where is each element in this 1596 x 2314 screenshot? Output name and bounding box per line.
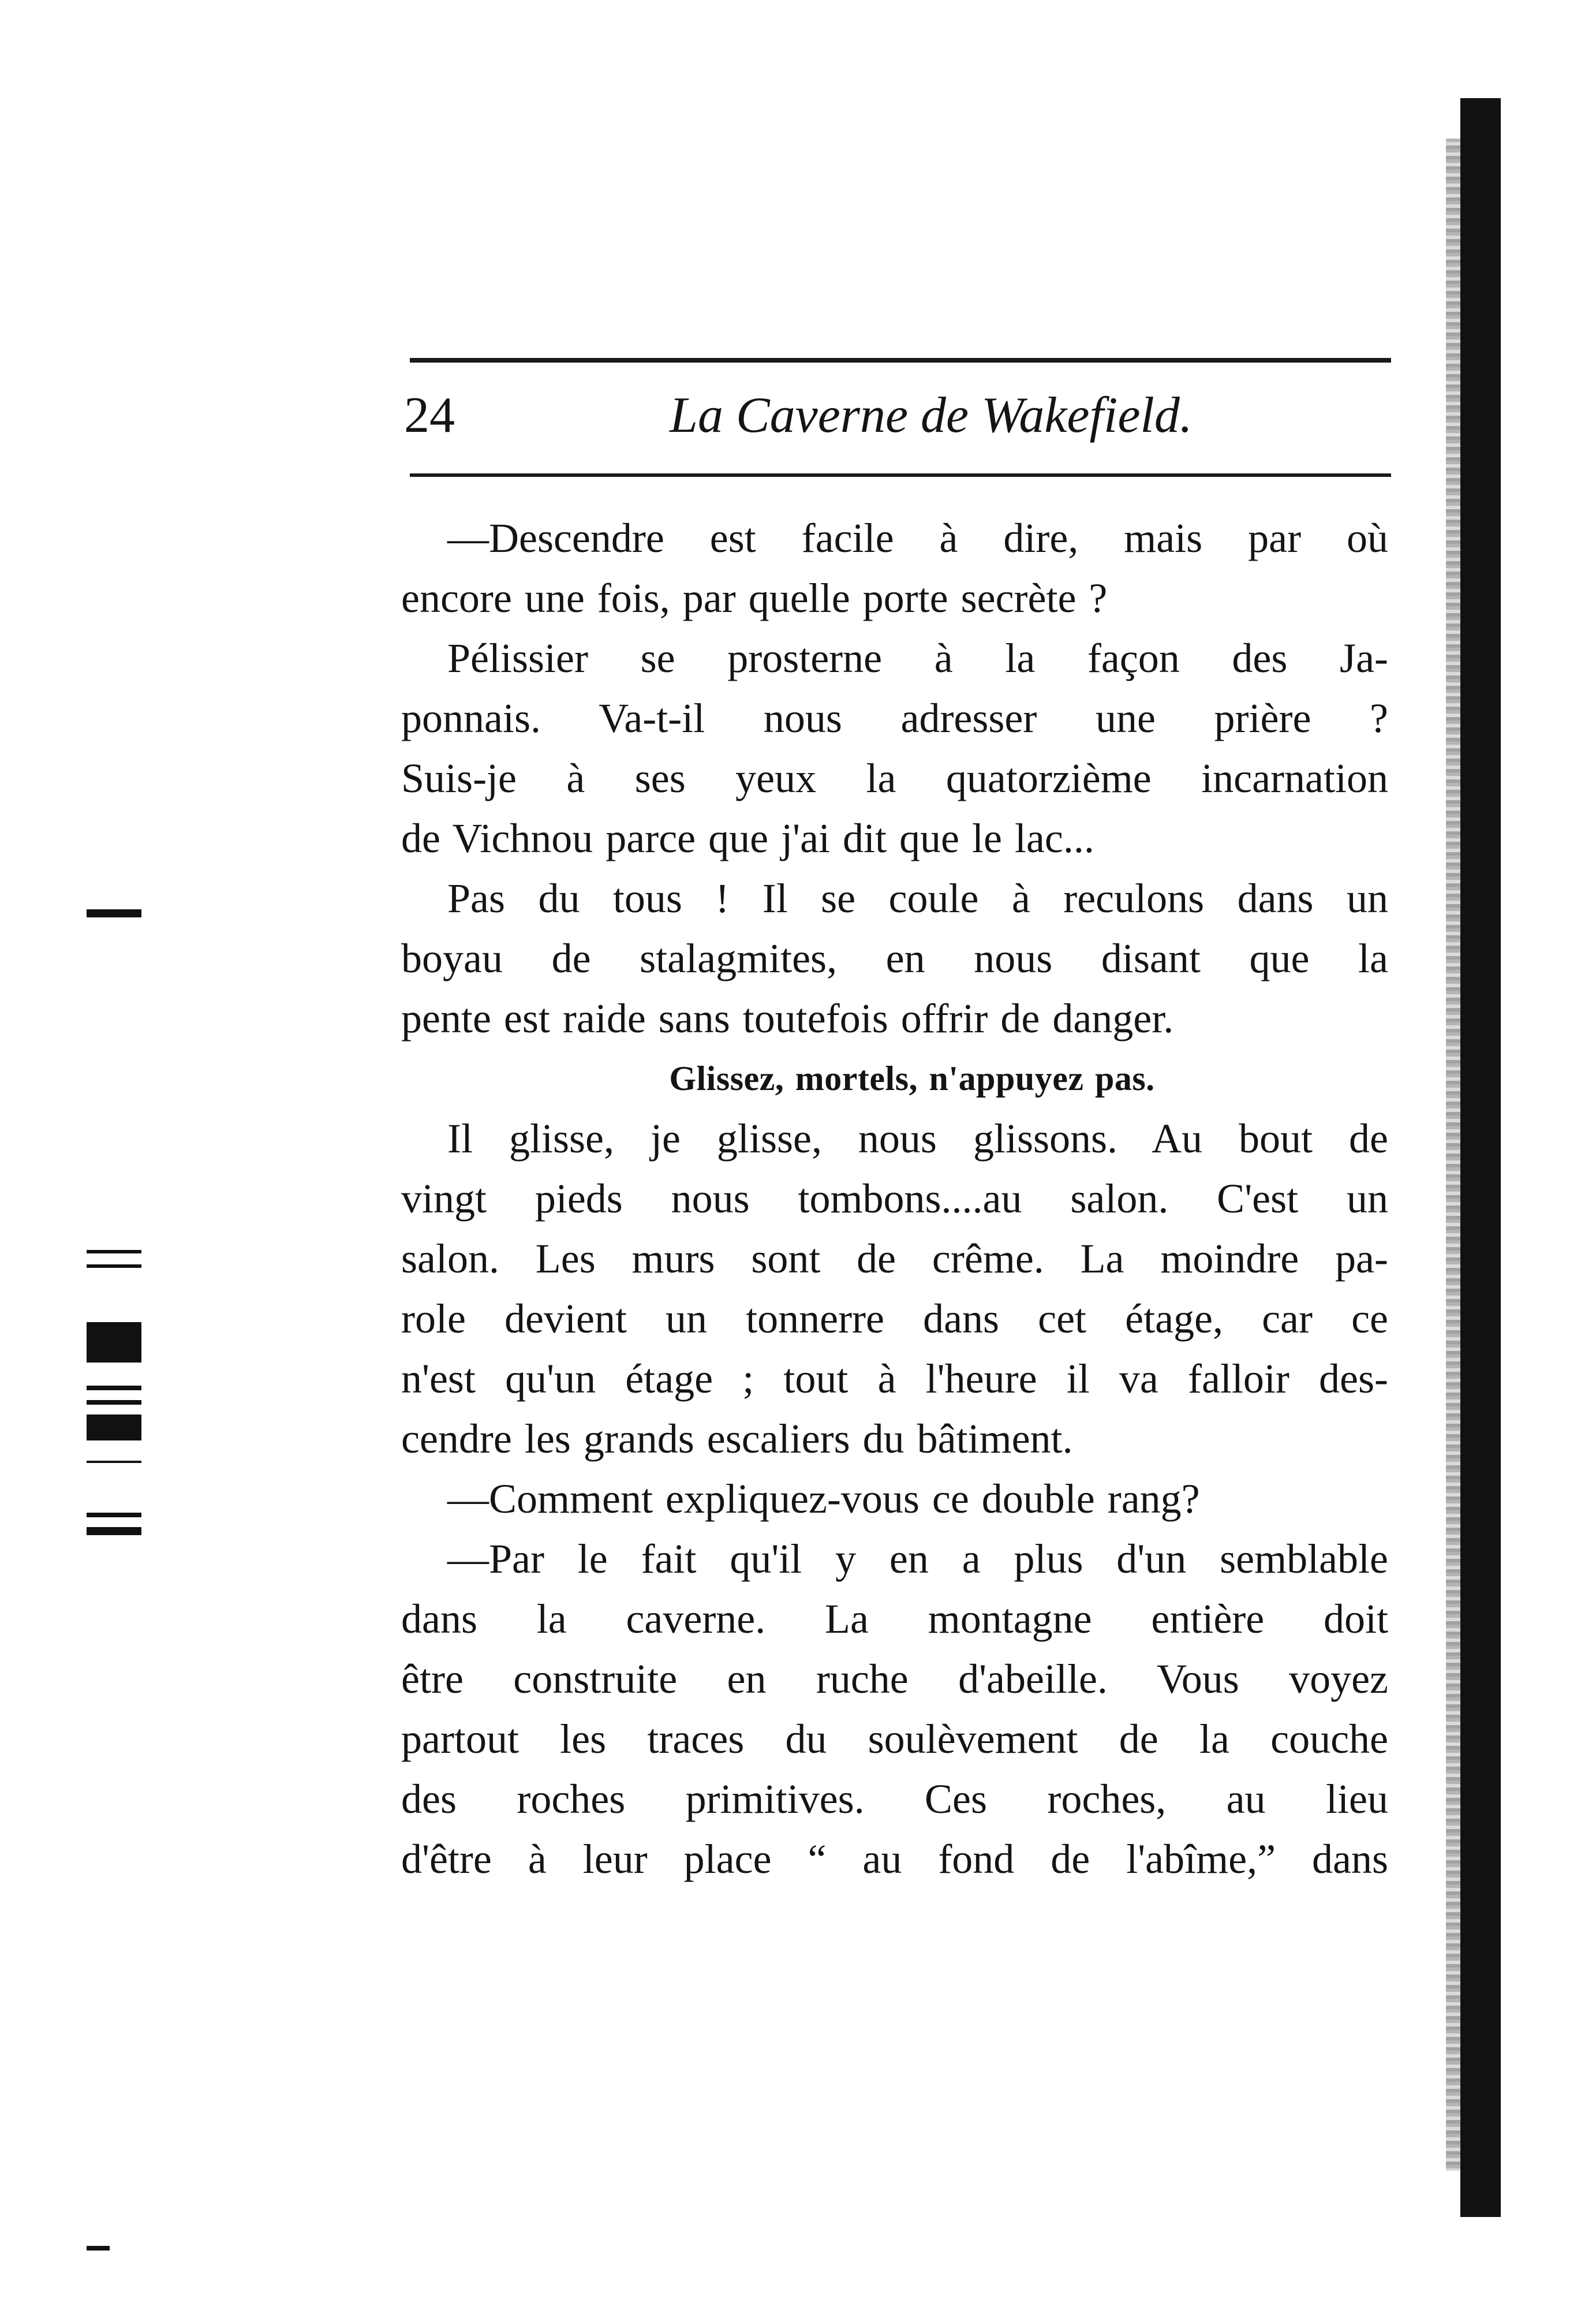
paragraph (401, 1469, 1388, 1529)
running-title: La Caverne de Wakefield. (670, 387, 1193, 443)
text-line: partout les traces du soulèvement de la couche (401, 1716, 1388, 1762)
body-text (401, 508, 1388, 1889)
scan-mark (87, 1322, 141, 1363)
text-line: d'être à leur place “ au fond de l'abîme,” dans (401, 1836, 1388, 1882)
text-line: role devient un tonnerre dans cet étage, car ce (401, 1296, 1388, 1342)
text-line: encore une fois, par quelle porte secrète ? (401, 575, 1108, 621)
scan-mark (87, 1414, 141, 1440)
quoted-saying: Glissez, mortels, n'appuyez pas. (669, 1059, 1155, 1098)
binding-spine (1460, 98, 1501, 2217)
text-line: —Par le fait qu'il y en a plus d'un semblable (447, 1536, 1388, 1582)
text-line: boyau de stalagmites, en nous disant que la (401, 935, 1388, 981)
text-line: Il glisse, je glisse, nous glissons. Au bout de (447, 1115, 1388, 1162)
text-line: salon. Les murs sont de crême. La moindre pa- (401, 1236, 1388, 1282)
text-line: être construite en ruche d'abeille. Vous voyez (401, 1656, 1388, 1702)
paragraph (401, 628, 1388, 868)
paragraph (401, 508, 1388, 628)
paragraph (401, 1529, 1388, 1889)
text-line: —Comment expliquez-vous ce double rang? (447, 1476, 1200, 1522)
scan-mark (87, 909, 141, 917)
scan-mark (87, 1461, 141, 1463)
text-line: ponnais. Va-t-il nous adresser une prière ? (401, 695, 1388, 741)
text-line: Suis-je à ses yeux la quatorzième incarnation (401, 755, 1388, 801)
running-header (404, 381, 1397, 450)
text-line: pente est raide sans toutefois offrir de danger. (401, 995, 1174, 1042)
scan-mark (87, 1527, 141, 1535)
text-line: dans la caverne. La montagne entière doit (401, 1596, 1388, 1642)
paragraph (401, 868, 1388, 1048)
text-line: cendre les grands escaliers du bâtiment. (401, 1416, 1073, 1462)
text-line: —Descendre est facile à dire, mais par où (447, 515, 1388, 561)
scan-mark (87, 1264, 141, 1268)
header-rule-bottom (410, 473, 1391, 477)
scan-mark (87, 1250, 141, 1253)
page-gutter-shadow (1446, 139, 1462, 2171)
paragraph (401, 1109, 1388, 1469)
page-number: 24 (404, 387, 455, 443)
header-rule-top (410, 358, 1391, 363)
text-line: Pélissier se prosterne à la façon des Ja- (447, 635, 1388, 681)
scan-mark (87, 1386, 141, 1390)
scan-mark (87, 1513, 141, 1517)
text-line: des roches primitives. Ces roches, au lieu (401, 1776, 1388, 1822)
scan-mark (87, 1400, 141, 1405)
text-line: vingt pieds nous tombons....au salon. C'est un (401, 1175, 1388, 1222)
text-line: de Vichnou parce que j'ai dit que le lac... (401, 815, 1094, 861)
scan-mark (87, 2246, 110, 2250)
text-line: Pas du tous ! Il se coule à reculons dans un (447, 875, 1388, 921)
text-line: n'est qu'un étage ; tout à l'heure il va falloir des- (401, 1356, 1388, 1402)
